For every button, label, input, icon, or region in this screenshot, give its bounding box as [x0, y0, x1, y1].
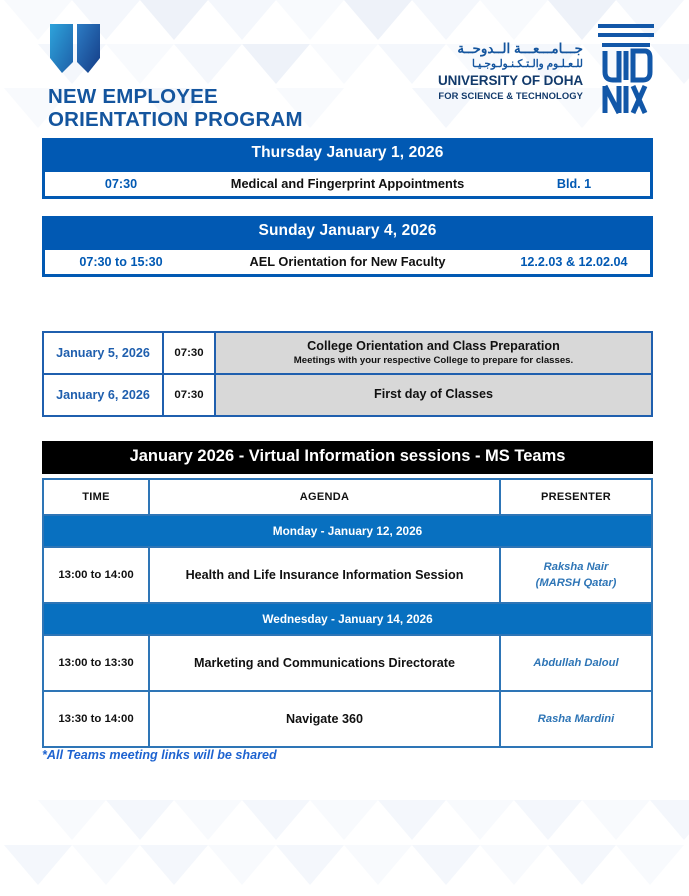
program-brand	[48, 22, 303, 132]
schedule-time: 07:30 to 15:30	[79, 254, 163, 269]
table-row	[43, 332, 652, 374]
university-name-english-line2: FOR SCIENCE & TECHNOLOGY	[438, 90, 583, 102]
program-title-line2: ORIENTATION PROGRAM	[48, 107, 303, 131]
schedule-location: Bld. 1	[556, 176, 592, 191]
column-header-time: TIME	[43, 479, 149, 515]
day-group-label: Wednesday - January 14, 2026	[43, 603, 652, 635]
column-header-agenda: AGENDA	[149, 479, 500, 515]
row-date: January 5, 2026	[43, 332, 163, 374]
university-name-english-line1: UNIVERSITY OF DOHA	[438, 73, 583, 89]
row-description	[215, 332, 652, 374]
table-row	[43, 635, 652, 691]
presenter-name: Raksha Nair	[543, 560, 609, 573]
session-agenda: Navigate 360	[149, 691, 500, 747]
day-group-label: Monday - January 12, 2026	[43, 515, 652, 547]
table-header-row	[43, 479, 652, 515]
session-agenda: Marketing and Communications Directorate	[149, 635, 500, 691]
row-description-title: First day of Classes	[374, 387, 493, 402]
schedule-block-jan1	[42, 138, 653, 199]
schedule-description: AEL Orientation for New Faculty	[249, 254, 446, 269]
row-date: January 6, 2026	[43, 374, 163, 416]
presenter-affiliation: (MARSH Qatar)	[535, 577, 617, 589]
teams-links-note: *All Teams meeting links will be shared	[42, 748, 277, 762]
program-title-line1: NEW EMPLOYEE	[48, 85, 218, 108]
session-time: 13:00 to 13:30	[43, 635, 149, 691]
schedule-time: 07:30	[104, 176, 138, 191]
row-description-subtitle: Meetings with your respective College to prepare for classes.	[293, 354, 574, 366]
schedule-row	[42, 169, 653, 199]
session-presenter: Rasha Mardini	[500, 691, 652, 747]
session-presenter: Abdullah Daloul	[500, 635, 652, 691]
table-row	[43, 374, 652, 416]
table-row	[43, 547, 652, 603]
schedule-block-jan4	[42, 216, 653, 277]
day-group-header	[43, 515, 652, 547]
schedule-location: 12.2.03 & 12.02.04	[520, 254, 628, 269]
page-header	[0, 0, 689, 132]
session-presenter	[500, 547, 652, 603]
udst-crest-icon	[593, 20, 659, 123]
schedule-row	[42, 247, 653, 277]
schedule-block-title: Thursday January 1, 2026	[42, 138, 653, 169]
row-description-title: College Orientation and Class Preparation	[307, 338, 560, 353]
day-group-header	[43, 603, 652, 635]
virtual-sessions-section	[42, 441, 653, 748]
session-time: 13:30 to 14:00	[43, 691, 149, 747]
open-book-logo	[48, 22, 102, 74]
schedule-block-title: Sunday January 4, 2026	[42, 216, 653, 247]
college-orientation-table	[42, 331, 653, 417]
row-time: 07:30	[163, 374, 215, 416]
university-name-arabic-line2: للـعـلـوم والـتـكـنـولـوجـيـا	[471, 58, 583, 71]
virtual-sessions-title: January 2026 - Virtual Information sessions - MS Teams	[42, 441, 653, 474]
column-header-presenter: PRESENTER	[500, 479, 652, 515]
row-time: 07:30	[163, 332, 215, 374]
virtual-sessions-table	[42, 478, 653, 748]
page-title	[48, 86, 303, 132]
university-logo	[438, 20, 659, 123]
row-description	[215, 374, 652, 416]
session-agenda: Health and Life Insurance Information Session	[149, 547, 500, 603]
session-time: 13:00 to 14:00	[43, 547, 149, 603]
schedule-description: Medical and Fingerprint Appointments	[230, 176, 465, 191]
university-name-arabic-line1: جـــامـــعـــة الــدوحــة	[457, 41, 583, 57]
table-row	[43, 691, 652, 747]
